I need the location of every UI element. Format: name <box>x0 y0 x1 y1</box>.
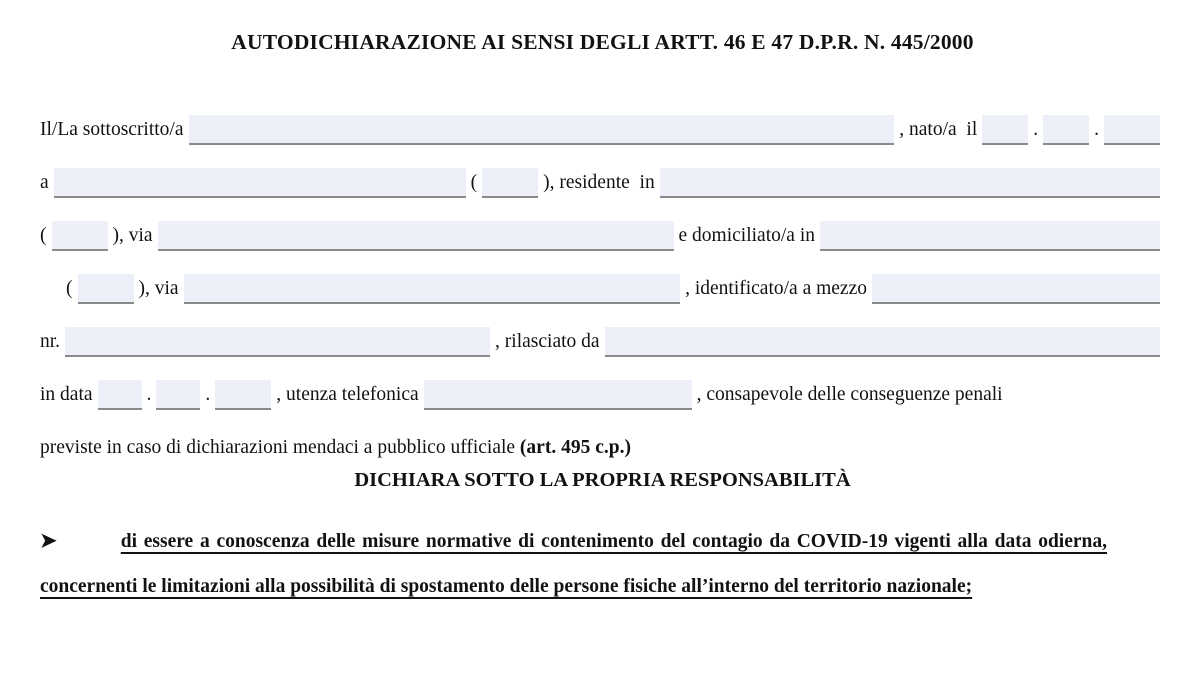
label-identificato-a-mezzo: , identificato/a a mezzo <box>685 278 867 299</box>
field-rilascio-anno[interactable] <box>215 380 271 410</box>
label-via-domicilio: ), via <box>138 278 179 299</box>
form-line-3 <box>40 221 1165 251</box>
field-nome-cognome[interactable] <box>189 115 895 145</box>
date-dot: . <box>205 384 211 405</box>
label-in-data: in data <box>40 384 93 405</box>
field-luogo-nascita[interactable] <box>54 168 466 198</box>
field-nascita-anno[interactable] <box>1104 115 1160 145</box>
form-line-6 <box>40 380 1165 410</box>
field-nascita-mese[interactable] <box>1043 115 1089 145</box>
field-numero-documento[interactable] <box>65 327 490 357</box>
date-dot: . <box>1094 119 1099 140</box>
field-rilascio-giorno[interactable] <box>98 380 142 410</box>
declaration-bullet-text: di essere a conoscenza delle misure normative di contenimento del contagio da COVID-19 vigenti alla data odierna, concernenti le limitazioni alla possibilità di spostamento delle persone fisiche all’interno del territorio nazionale; <box>40 531 1107 597</box>
declaration-bullet-paragraph <box>40 519 1165 609</box>
label-art-495: (art. 495 c.p.) <box>519 437 631 458</box>
field-via-domicilio[interactable] <box>184 274 681 304</box>
field-rilasciato-da[interactable] <box>605 327 1160 357</box>
date-dot: . <box>1033 119 1039 140</box>
form-line-5 <box>40 327 1165 357</box>
field-comune-residenza[interactable] <box>660 168 1160 198</box>
arrowhead-bullet-icon: ➤ <box>40 530 57 552</box>
form-line-1 <box>40 115 1165 145</box>
label-sottoscritto: Il/La sottoscritto/a <box>40 119 184 140</box>
paren-open: ( <box>40 225 47 246</box>
label-residente-in: ), residente in <box>543 172 655 193</box>
form-body <box>40 115 1165 463</box>
label-domiciliato-in: e domiciliato/a in <box>678 225 815 246</box>
date-dot: . <box>146 384 152 405</box>
label-nato-il: , nato/a il <box>899 119 978 140</box>
field-provincia-residenza[interactable] <box>52 221 108 251</box>
field-provincia-domicilio[interactable] <box>78 274 134 304</box>
field-comune-domicilio[interactable] <box>820 221 1160 251</box>
label-nato-a: a <box>40 172 49 193</box>
form-line-4 <box>66 274 1165 304</box>
field-provincia-nascita[interactable] <box>482 168 538 198</box>
field-via-residenza[interactable] <box>158 221 674 251</box>
label-consapevole: , consapevole delle conseguenze penali <box>696 384 1003 405</box>
label-utenza-telefonica: , utenza telefonica <box>276 384 419 405</box>
form-line-2 <box>40 168 1165 198</box>
paren-open: ( <box>470 172 478 193</box>
field-rilascio-mese[interactable] <box>156 380 200 410</box>
form-line-7 <box>40 433 1165 463</box>
field-nascita-giorno[interactable] <box>982 115 1028 145</box>
paren-open: ( <box>66 278 73 299</box>
label-rilasciato-da: , rilasciato da <box>495 331 600 352</box>
document-title: AUTODICHIARAZIONE AI SENSI DEGLI ARTT. 46 E 47 D.P.R. N. 445/2000 <box>231 30 974 54</box>
field-telefono[interactable] <box>424 380 692 410</box>
label-previste: previste in caso di dichiarazioni mendaci a pubblico ufficiale <box>40 437 520 458</box>
label-nr: nr. <box>40 331 61 352</box>
label-via-residenza: ), via <box>112 225 153 246</box>
section-heading-dichiara: DICHIARA SOTTO LA PROPRIA RESPONSABILITÀ <box>354 469 851 491</box>
field-tipo-documento[interactable] <box>872 274 1160 304</box>
